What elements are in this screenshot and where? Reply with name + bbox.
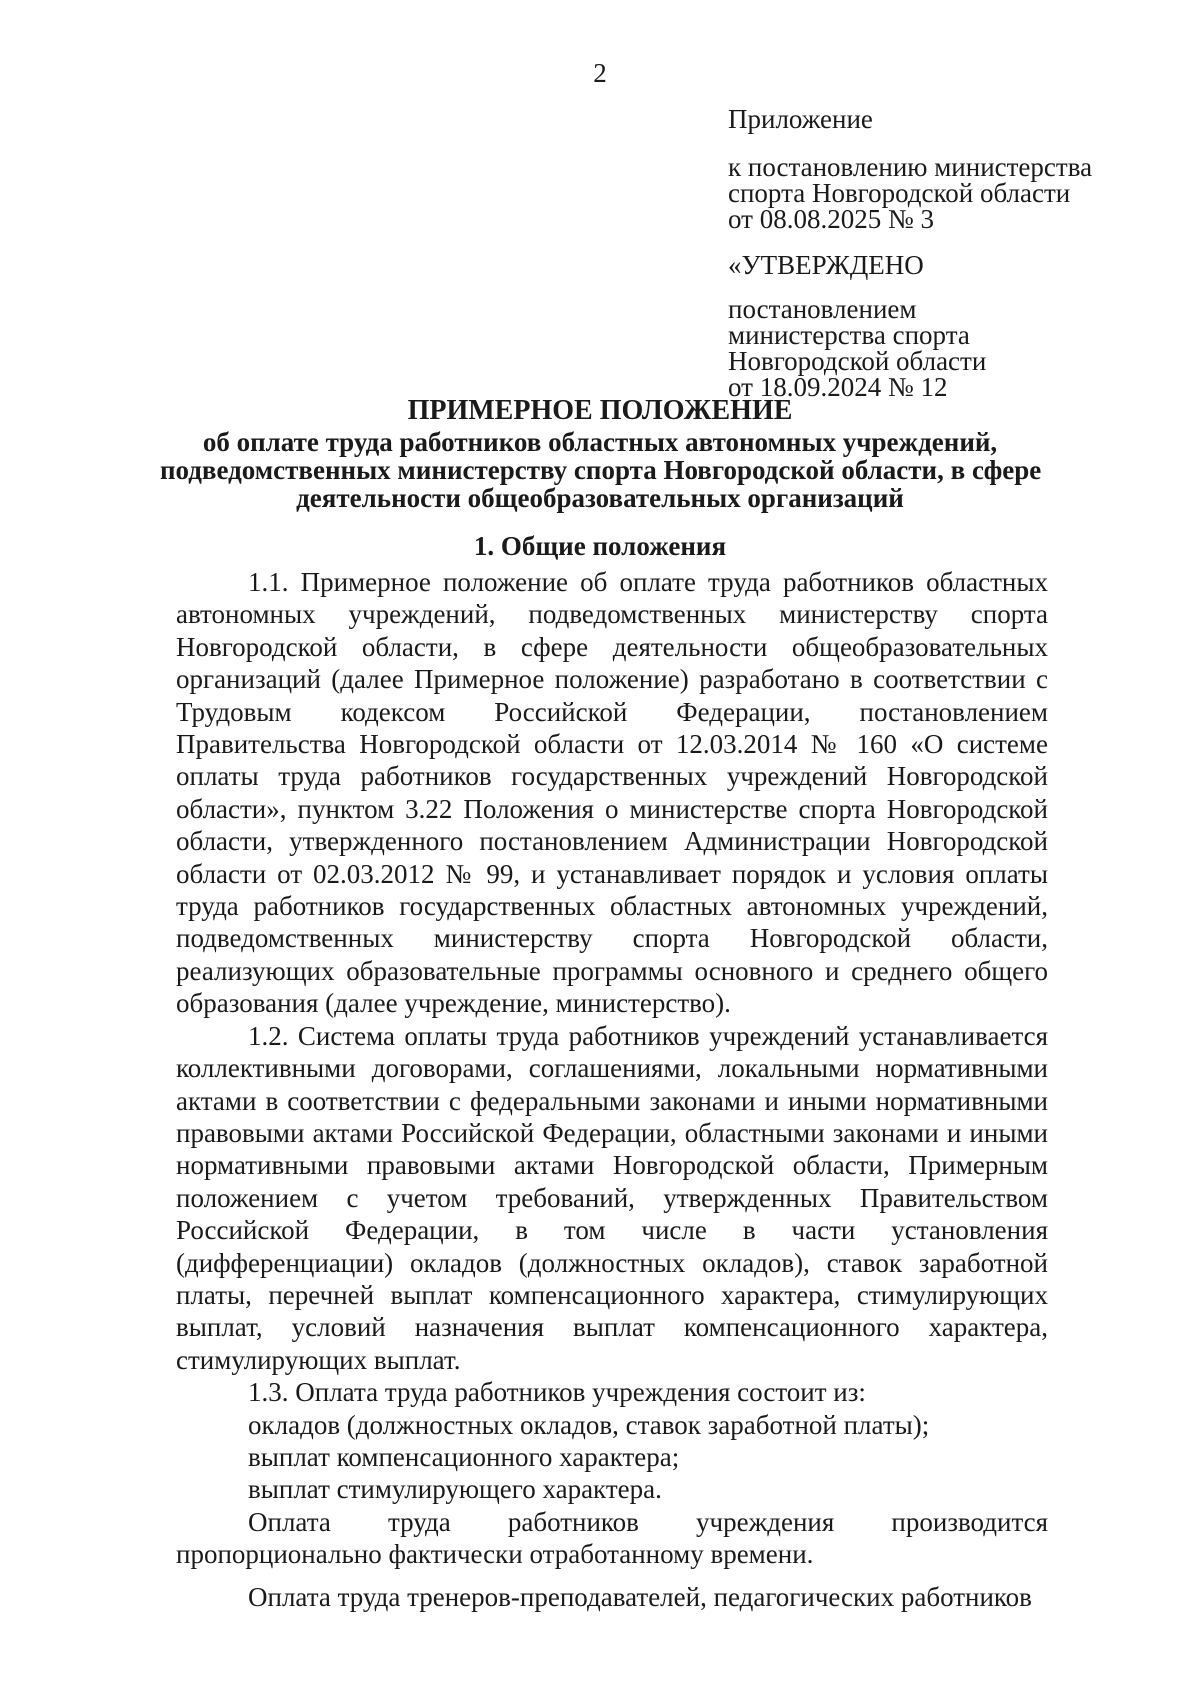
appendix-heading: Приложение (728, 104, 873, 134)
page-number: 2 (593, 58, 607, 88)
appendix-block (728, 104, 1168, 400)
title-main: ПРИМЕРНОЕ ПОЛОЖЕНИЕ (407, 395, 793, 426)
appendix-line: от 08.08.2025 № 3 (728, 204, 934, 234)
paragraph-1-3: 1.3. Оплата труда работников учреждения состоит из: (248, 1377, 866, 1408)
document-title (160, 396, 1040, 512)
list-item: выплат компенсационного характера; (248, 1441, 680, 1472)
approved-line: постановлением (728, 294, 917, 324)
list-item: окладов (должностных окладов, ставок заработной платы); (248, 1409, 930, 1440)
section-heading: 1. Общие положения (473, 531, 727, 561)
paragraph-1-2: 1.2. Система оплаты труда работников учреждений устанавливается коллективными договорами, соглашениями, локальными нормативными актами в соответствии с федеральными законами и иными нормативными правовыми актами Российской Федерации, областными законами и иными нормативными правовыми актами Новгородской области, Примерным положением с учетом требований, утвержденных Правительством Российской Федерации, в том числе в части установления (дифференциации) окладов (должностных окладов), ставок заработной платы, перечней выплат компенсационного характера, стимулирующих выплат, условий назначения выплат компенсационного характера, стимулирующих выплат. (176, 1020, 1048, 1375)
title-line: об оплате труда работников областных автономных учреждений, (202, 427, 998, 457)
paragraph-trainers-pay: Оплата труда тренеров-преподавателей, педагогических работников (248, 1581, 1032, 1612)
approved-line: Новгородской области (728, 346, 987, 376)
appendix-line: спорта Новгородской области (728, 178, 1071, 208)
approved-heading: «УТВЕРЖДЕНО (728, 250, 924, 280)
approved-line: министерства спорта (728, 320, 970, 350)
section-body (176, 566, 1048, 1613)
title-line: подведомственных министерству спорта Новгородской области, в сфере (160, 455, 1042, 485)
paragraph-1-1: 1.1. Примерное положение об оплате труда работников областных автономных учреждений, подведомственных министерству спорта Новгородской области, в сфере деятельности общеобразовательных организаций (далее Примерное положение) разработано в соответствии с Трудовым кодексом Российской Федерации, постановлением Правительства Новгородской области от 12.03.2014 № 160 «О системе оплаты труда работников государственных учреждений Новгородской области», пунктом 3.22 Положения о министерстве спорта Новгородской области, утвержденного постановлением Администрации Новгородской области от 02.03.2012 № 99, и устанавливает порядок и условия оплаты труда работников государственных областных автономных учреждений, подведомственных министерству спорта Новгородской области, реализующих образовательные программы основного и среднего общего образования (далее учреждение, министерство). (176, 567, 1048, 1019)
approved-line: от 18.09.2024 № 12 (728, 372, 948, 402)
title-line: деятельности общеобразовательных организаций (296, 483, 904, 513)
paragraph-proportional-pay: Оплата труда работников учреждения производится пропорционально фактически отработанному времени. (176, 1506, 1048, 1570)
appendix-line: к постановлению министерства (728, 152, 1093, 182)
list-item: выплат стимулирующего характера. (248, 1474, 662, 1505)
